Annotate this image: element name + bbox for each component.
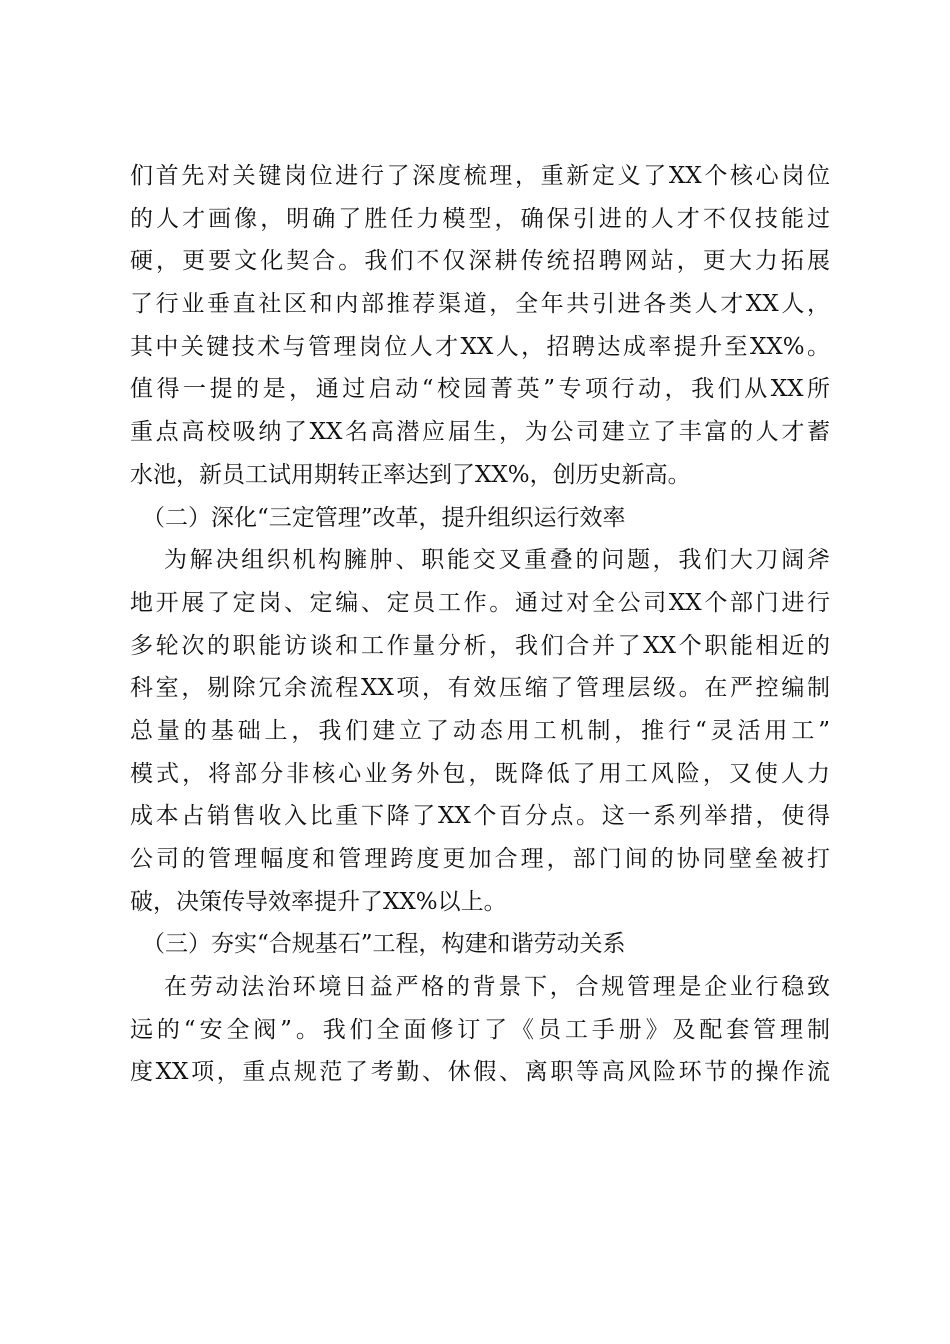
text-line: 模式，将部分非核心业务外包，既降低了用工风险，又使人力 (130, 760, 830, 787)
text-line: 值得一提的是，通过启动“校园菁英”专项行动，我们从XX所 (130, 376, 830, 403)
text-line: 度XX项，重点规范了考勤、休假、离职等高风险环节的操作流 (130, 1059, 830, 1086)
text-line: 为解决组织机构臃肿、职能交叉重叠的问题，我们大刀阔斧 (164, 547, 830, 574)
text-line: 水池，新员工试用期转正率达到了XX%，创历史新高。 (130, 461, 691, 488)
section-heading-3: （三）夯实“合规基石”工程，构建和谐劳动关系 (142, 931, 626, 958)
text-line: 远的“安全阀”。我们全面修订了《员工手册》及配套管理制 (130, 1016, 830, 1043)
text-line: 破，决策传导效率提升了XX%以上。 (130, 888, 507, 915)
text-line: 科室，剔除冗余流程XX项，有效压缩了管理层级。在严控编制 (130, 675, 830, 702)
paragraph-organization (130, 539, 830, 923)
text-line: 们首先对关键岗位进行了深度梳理，重新定义了XX个核心岗位 (130, 163, 830, 189)
document-body (130, 155, 830, 1094)
text-line: 多轮次的职能访谈和工作量分析，我们合并了XX个职能相近的 (130, 632, 830, 659)
text-line: 了行业垂直社区和内部推荐渠道，全年共引进各类人才XX人， (130, 291, 830, 318)
text-line: 成本占销售收入比重下降了XX个百分点。这一系列举措，使得 (130, 803, 830, 830)
text-line: 总量的基础上，我们建立了动态用工机制，推行“灵活用工” (130, 717, 830, 744)
text-line: 在劳动法治环境日益严格的背景下，合规管理是企业行稳致 (164, 974, 830, 1001)
section-heading-2: （二）深化“三定管理”改革，提升组织运行效率 (142, 504, 626, 531)
paragraph-compliance (130, 966, 830, 1094)
text-line: 的人才画像，明确了胜任力模型，确保引进的人才不仅技能过 (130, 205, 830, 232)
text-line: 硬，更要文化契合。我们不仅深耕传统招聘网站，更大力拓展 (130, 248, 830, 275)
text-line: 地开展了定岗、定编、定员工作。通过对全公司XX个部门进行 (130, 589, 830, 616)
text-line: 公司的管理幅度和管理跨度更加合理，部门间的协同壁垒被打 (130, 846, 830, 872)
text-line: 重点高校吸纳了XX名高潜应届生，为公司建立了丰富的人才蓄 (130, 419, 830, 446)
text-line: 其中关键技术与管理岗位人才XX人，招聘达成率提升至XX%。 (130, 333, 830, 360)
paragraph-recruitment (130, 155, 830, 497)
